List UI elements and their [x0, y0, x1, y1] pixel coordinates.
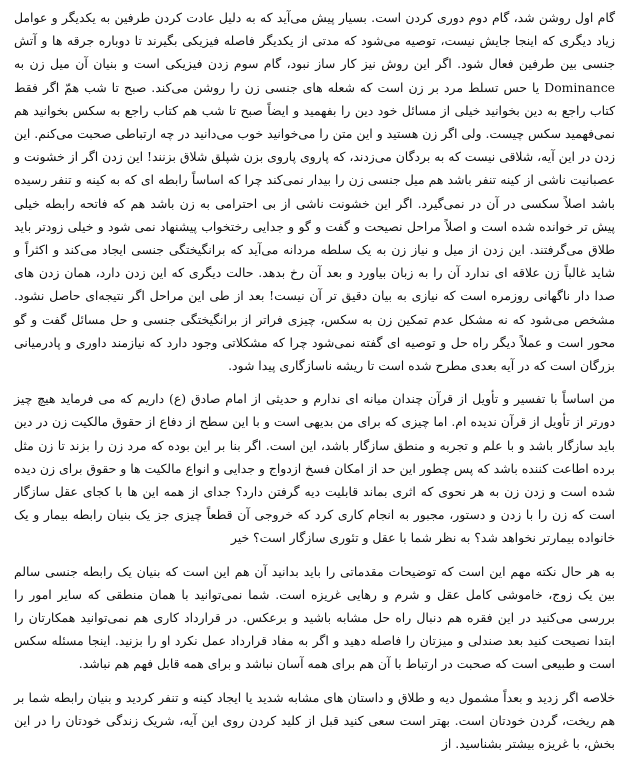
paragraph-2: من اساساً با تفسیر و تأویل از قرآن چندان میانه ای ندارم و حدیثی از امام صادق (ع) داریم که می فرماید هیچ چیز دورتر از تأویل از قرآن ندیده ام. اما چیزی که برای من بدیهی است و با این سطح از دفاع از حقوق مالکیت زن در دین باید سازگار باشد و با علم و تجربه و منطق سازگار باشد، این است. اگر بنا بر این بوده که مرد زن را بزند تا زن مثل برده اطاعت کننده باشد که پس چطور این حد از امکان فسخ ازدواج و جدایی و انواع مالکیت ها و حقوق برای زن دیده شده است و زدن زن به هر نحوی که اثری بماند قابلیت دیه گرفتن دارد؟ جدای از همه این ها با کجای عقل سازگار است که زن را با زدن و دستور، مجبور به انجام کاری کرد که خروجی آن قطعاً چیزی جز یک بنیان رابطه بیمار و یک خانواده بیمارتر نخواهد شد؟ به نظر شما با عقل و تئوری سازگار است؟ خیر — [14, 391, 615, 546]
document-page — [14, 6, 615, 765]
paragraph-1: گام اول روشن شد، گام دوم دوری کردن است. بسیار پیش می‌آید که به دلیل عادت کردن طرفین به یکدیگر و عوامل زیاد دیگری که اینجا جایش نیست، توصیه می‌شود که مدتی از یکدیگر فاصله فیزیکی بگیرند تا دوباره جرقه ها و آتش جنسی بین طرفین فعال شود. اگر این روش نیز کار ساز نبود، گام سوم زدن فیزیکی است و بنیان آن میل زن به Dominance یا حس تسلط مرد بر زن است که شعله های جنسی زن را روشن می‌کند. صبح تا شب همّ اگر فقط کتاب راجع به دین بخوانید خیلی از مسائل خود دین را بفهمید و ایضاً صبح تا شب هم کتاب راجع به سکس بخوانید هم نمی‌فهمید سکس چیست. ولی اگر زن هستید و این متن را می‌خوانید خوب می‌دانید در چه ارتباطی صحبت می‌کنم. این زدن در این آیه، شلاقی نیست که به بردگان می‌زدند، که پاروی پاروی بزن شپلق شلاق بزنند! این زدن اگر از خشونت و عصبانیت ناشی از کینه تنفر باشد هم میل جنسی زن را بیدار نمی‌کند چرا که اساساً رابطه ای که به کینه و تنفر رسیده باشد اصلاً سکسی در آن در نمی‌گیرد. اگر این خشونت ناشی از بی احترامی به زن باشد هم که فاتحه رابطه خیلی پیش تر خوانده شده است و اصلاً مراحل نصیحت و گفت و گو و جدایی رختخواب پیشنهاد نمی شود و خیلی زودتر باید طلاق می‌گرفتند. این زدن از میل و نیاز زن به یک سلطه مردانه می‌آید که برانگیختگی جنسی ایجاد می‌کند و اکثراً و شاید غالباً زن علاقه ای ندارد آن را به زبان بیاورد و بعد آن رخ بدهد. حالت دیگری که این زدن دارد، همان زدن های صدا دار ناگهانی روزمره است که نیازی به بیان دقیق تر آن نیست! بعد از طی این مراحل اگر نتیجه‌ای حاصل نشود. مشخص می‌شود که نه مشکل عدم تمکین زن به سکس، چیزی فراتر از برانگیختگی جنسی و حل مسائل گفت و گو محور است و عملاً دیگر راه حل و توصیه ای گفته نمی‌شود چرا که مشکلاتی وجود دارد که نیازمند داوری و پادرمیانی بزرگان است که در آیه بعدی مطرح شده است تا ریشه ناسازگاری پیدا شود. — [14, 10, 615, 374]
paragraph-4: خلاصه اگر زدید و بعداً مشمول دیه و طلاق و داستان های مشابه شدید یا ایجاد کینه و تنفر کردید و بنیان رابطه شما بر هم ریخت، گردن خودتان است. بهتر است سعی کنید قبل از کلید کردن روی این آیه، شریک زندگی خودتان را در این بخش، با غریزه بیشتر بشناسید. از — [14, 689, 615, 752]
paragraph-3: به هر حال نکته مهم این است که توضیحات مقدماتی را باید بدانید آن هم این است که بنیان یک رابطه جنسی سالم بین یک زوج، خاموشی کامل عقل و شرم و رهایی غریزه است. شما نمی‌توانید با همان منطقی که سایر امور را بررسی می‌کنید در این فقره هم دنبال راه حل مشابه باشید و برعکس. در قرارداد کاری هم نمی‌توانید همکارتان را ابتدا نصیحت کنید بعد صندلی و میزتان را فاصله دهید و اگر به مفاد قرارداد عمل نکرد او را بزنید. اینجا مسئله سکس است و طبیعی است که صحبت در ارتباط با آن هم برای همه آسان نباشد و برای همه قابل فهم هم نباشد. — [14, 563, 615, 672]
